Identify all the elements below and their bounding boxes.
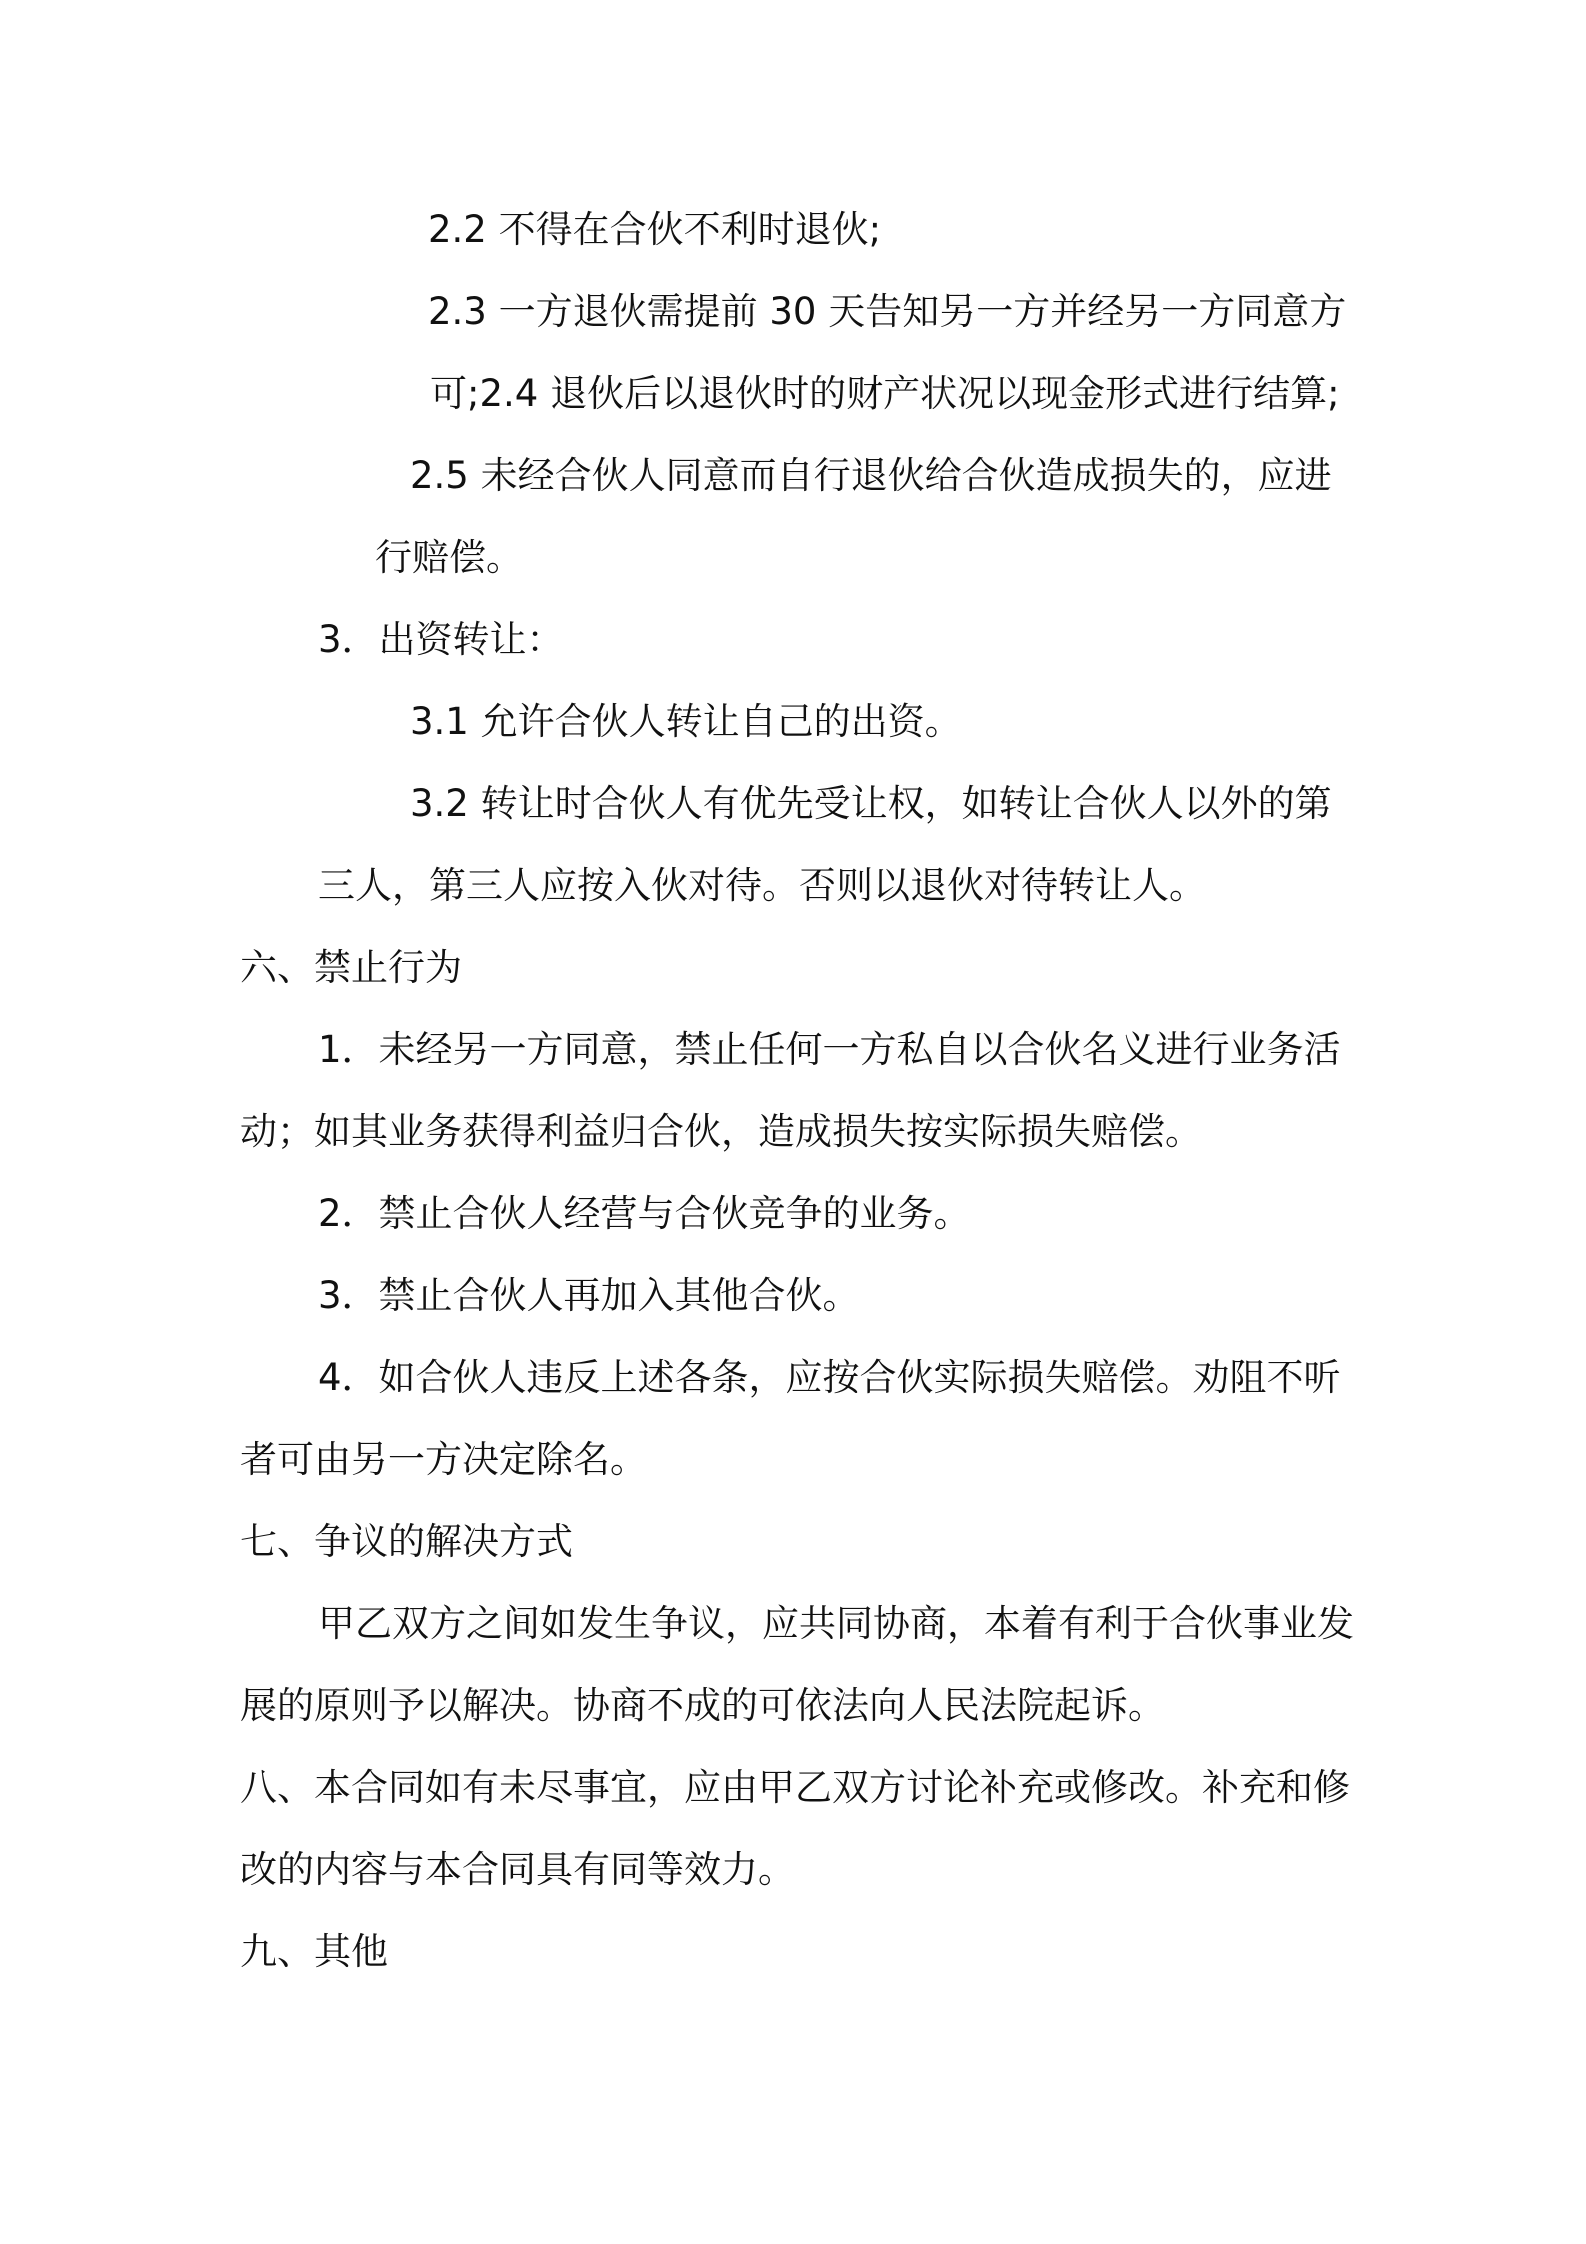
clause-2-2: 2.2 不得在合伙不利时退伙; <box>428 208 882 251</box>
clause-2-3-cont: 可;2.4 退伙后以退伙时的财产状况以现金形式进行结算; <box>430 372 1340 415</box>
section-6-heading: 六、禁止行为 <box>240 946 462 989</box>
section-6-item-1-cont: 动；如其业务获得利益归合伙，造成损失按实际损失赔偿。 <box>240 1110 1202 1153</box>
section-6-item-1: 1．未经另一方同意，禁止任何一方私自以合伙名义进行业务活 <box>318 1028 1341 1071</box>
clause-2-5-cont: 行赔偿。 <box>375 536 523 579</box>
section-6-item-2: 2．禁止合伙人经营与合伙竞争的业务。 <box>318 1192 971 1235</box>
clause-2-5: 2.5 未经合伙人同意而自行退伙给合伙造成损失的，应进 <box>410 454 1332 497</box>
section-6-item-4-cont: 者可由另一方决定除名。 <box>240 1438 647 1481</box>
section-8-body-cont: 改的内容与本合同具有同等效力。 <box>240 1848 795 1891</box>
section-6-item-4: 4．如合伙人违反上述各条，应按合伙实际损失赔偿。劝阻不听 <box>318 1356 1341 1399</box>
clause-3-2: 3.2 转让时合伙人有优先受让权，如转让合伙人以外的第 <box>410 782 1332 825</box>
clause-2-3: 2.3 一方退伙需提前 30 天告知另一方并经另一方同意方 <box>428 290 1347 333</box>
section-7-body-cont: 展的原则予以解决。协商不成的可依法向人民法院起诉。 <box>240 1684 1165 1727</box>
clause-3-1: 3.1 允许合伙人转让自己的出资。 <box>410 700 962 743</box>
clause-3-heading: 3．出资转让： <box>318 618 564 661</box>
clause-3-2-cont: 三人，第三人应按入伙对待。否则以退伙对待转让人。 <box>318 864 1206 907</box>
section-7-heading: 七、争议的解决方式 <box>240 1520 573 1563</box>
section-9-heading: 九、其他 <box>240 1930 388 1973</box>
section-8-body: 八、本合同如有未尽事宜，应由甲乙双方讨论补充或修改。补充和修 <box>240 1766 1350 1809</box>
section-6-item-3: 3．禁止合伙人再加入其他合伙。 <box>318 1274 860 1317</box>
section-7-body: 甲乙双方之间如发生争议，应共同协商，本着有利于合伙事业发 <box>318 1602 1354 1645</box>
